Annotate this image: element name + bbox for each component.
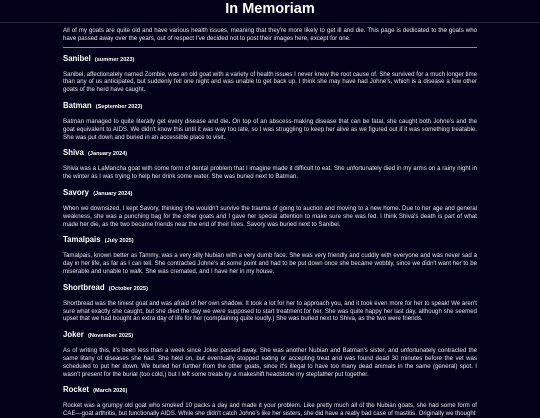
- entry-text: When we downsized, I kept Savory, thinking she wouldn't survive the trauma of going to auction and moving to a new home. Due to her age and general weakness, she was a punching bag for the other goats and I gave her special attention to make sure she was fed. I think Shiva's death is part of what made her die, as the two became friends near the end of their lives. Savory was buried next to Sanibel.: [63, 204, 477, 228]
- entry-heading: [63, 330, 477, 341]
- entry-text: Sanibel, affectionately named Zombie, was an old goat with a variety of health issues I never knew the root cause of. She survived for a much longer time than any of us anticipated, but suddenly fell one night and was unable to get back up. I think she may have had Johne's, which is a disease a few other goats of the herd have caught.: [63, 70, 477, 94]
- entry-tamalpais: [63, 235, 477, 275]
- entry-date: (January 2024): [87, 151, 128, 158]
- entry-name: Tamalpais: [63, 235, 101, 245]
- intro-divider: [63, 47, 477, 48]
- entry-heading: [63, 188, 477, 199]
- entry-rocket: [63, 385, 477, 418]
- entry-date: (October 2025): [108, 285, 148, 292]
- entry-text: Batman managed to quite literally get every disease and die. On top of an abscess-making disease that can be fatal, she caught both Johne's and the goat equivalent to AIDS. We didn't know this until it was way too late, so I was struggling to keep her alive as we figured out if it was something treatable. She was put down and buried in an accessible place to visit.: [63, 117, 477, 141]
- entry-heading: [63, 283, 477, 294]
- entry-name: Joker: [63, 330, 84, 340]
- intro-paragraph: All of my goats are quite old and have various health issues, meaning that they're more likely to get ill and die. This page is dedicated to the goats who have passed away over the years, out of respect I've decided not to post their images here, except for one.: [63, 27, 477, 42]
- entry-text: Tamalpais, known better as Tammy, was a very silly Nubian with a very dumb face. She was very friendly and cuddly with everyone and was never sad a day in her life, as far as I can tell. She contracted Johne's at some point and had to be put down once she became wobbly, since we didn't want her to be miserable and unable to walk. She was cremated, and I have her in my house.: [63, 252, 477, 275]
- entry-batman: [63, 101, 477, 141]
- entry-text: Shiva was a LaMancha goat with some form of dental problem that I imagine made it difficult to eat. She unfortunately died in my arms on a rainy night in the winter as I was trying to help her drink some water. She was buried next to Batman.: [63, 165, 477, 181]
- entry-name: Batman: [63, 100, 92, 110]
- entry-date: (March 2026): [93, 388, 128, 395]
- entry-name: Shiva: [63, 148, 84, 158]
- entry-name: Savory: [63, 187, 90, 197]
- entry-shortbread: [63, 283, 477, 323]
- entry-heading: [63, 235, 477, 246]
- entry-joker: [63, 330, 477, 378]
- entry-date: (summer 2023): [94, 56, 135, 63]
- entry-date: (September 2023): [95, 103, 143, 110]
- entry-date: (July 2025): [104, 238, 134, 245]
- entry-name: Shortbread: [63, 282, 105, 292]
- entry-text: Rocket was a grumpy old goat who smoked 10 packs a day and made it your problem. Like pretty much all of the Nubian goats, she had some form of CAE—goat arthritis, but functionally AIDS. While she didn't catch Johne's like her sisters, she did have a really bad case of mastitis. Originally we thought: [63, 402, 477, 418]
- entry-name: Rocket: [63, 385, 89, 395]
- entry-heading: [63, 101, 477, 112]
- entry-heading: [63, 385, 477, 396]
- entry-name: Sanibel: [63, 53, 91, 63]
- title-divider: [0, 22, 540, 23]
- entry-shiva: [63, 148, 477, 181]
- page-title: In Memoriam: [225, 1, 315, 17]
- entry-text: As of writing this, it's been less than a week since Joker passed away. She was another Nubian and Batman's sister, and unfortunately contracted the same litany of diseases she had. She held on, but eventually stopped eating or accepting treat and was found dead 30 minutes before the vet was scheduled to put her down. We buried her further from the other goats, since it's illegal to have too many dead animals in the same (general) spot. I wasn't present for the burial (too cold,) but I left some treats by a makeshift headstone my stepfather put together.: [63, 347, 477, 378]
- entry-text: Shortbread was the tiniest goat and was afraid of her own shadow. It took a lot for her to approach you, and it took even more for her to speak! We aren't sure what exactly she caught, but she died the day we were supposed to start treatment for her. She was quite happy her last day, although she seemed upset that we had bought an extra day of life for her (complaining quite loudly.) She was buried next to Shiva, as the two were friends.: [63, 299, 477, 323]
- entry-date: (January 2024): [93, 190, 133, 197]
- entry-date: (November 2025): [87, 333, 134, 340]
- entry-savory: [63, 188, 477, 228]
- entry-heading: [63, 54, 477, 65]
- entry-heading: [63, 148, 477, 159]
- entry-sanibel: [63, 54, 477, 94]
